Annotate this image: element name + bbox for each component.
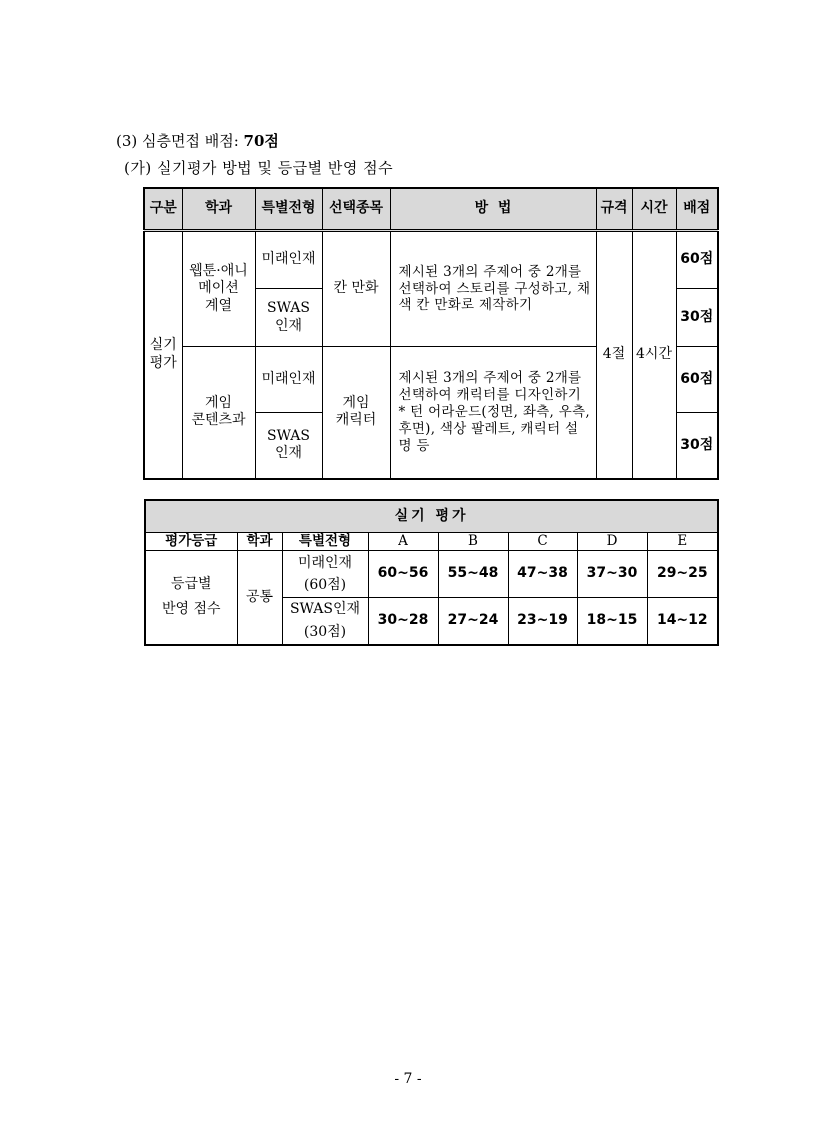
score-cell: 30점: [676, 413, 718, 479]
track-cell: SWAS인재 (30점): [282, 598, 368, 645]
table-title-row: [145, 500, 718, 533]
range-cell: 47~38: [508, 551, 577, 598]
dept-cell: 공통: [237, 551, 282, 645]
item-cell: 칸 만화: [322, 231, 390, 347]
header-cell: 시간: [632, 188, 676, 231]
row-label-cell: 등급별 반영 점수: [145, 551, 237, 645]
header-cell: 방 법: [390, 188, 596, 231]
track-cell: 미래인재: [255, 231, 322, 289]
size-cell: 4절: [596, 231, 632, 479]
section-subheading: (가) 실기평가 방법 및 등급별 반영 점수: [124, 159, 394, 177]
header-cell: 구분: [144, 188, 182, 231]
header-cell: 특별전형: [282, 533, 368, 551]
evaluation-method-table: [143, 187, 719, 480]
method-cell: 제시된 3개의 주제어 중 2개를 선택하여 캐릭터를 디자인하기 * 턴 어라운드(정면, 좌측, 우측, 후면), 색상 팔레트, 캐릭터 설명 등: [390, 347, 596, 479]
table-header-row: [144, 188, 718, 231]
header-cell: 평가등급: [145, 533, 237, 551]
range-cell: 30~28: [368, 598, 438, 645]
score-cell: 60점: [676, 231, 718, 289]
range-cell: 55~48: [438, 551, 508, 598]
time-cell: 4시간: [632, 231, 676, 479]
track-cell: SWAS 인재: [255, 289, 322, 347]
table-title: 실기 평가: [145, 500, 718, 533]
item-cell: 게임 캐릭터: [322, 347, 390, 479]
dept-cell: 게임 콘텐츠과: [182, 347, 255, 479]
dept-cell: 웹툰·애니 메이션 계열: [182, 231, 255, 347]
range-cell: 27~24: [438, 598, 508, 645]
method-cell: 제시된 3개의 주제어 중 2개를 선택하여 스토리를 구성하고, 채색 칸 만화로 제작하기: [390, 231, 596, 347]
header-cell: 학과: [237, 533, 282, 551]
track-cell: SWAS 인재: [255, 413, 322, 479]
grade-header-cell: B: [438, 533, 508, 551]
table-row: [144, 231, 718, 289]
grade-header-cell: E: [647, 533, 718, 551]
header-cell: 선택종목: [322, 188, 390, 231]
score-cell: 30점: [676, 289, 718, 347]
section-heading-value: 70점: [243, 132, 279, 150]
header-cell: 특별전형: [255, 188, 322, 231]
grade-score-table: [144, 499, 719, 646]
table-header-row: [145, 533, 718, 551]
section-heading: [116, 130, 279, 151]
header-cell: 학과: [182, 188, 255, 231]
grade-header-cell: C: [508, 533, 577, 551]
range-cell: 14~12: [647, 598, 718, 645]
page-number: - 7 -: [394, 1071, 422, 1087]
range-cell: 29~25: [647, 551, 718, 598]
range-cell: 18~15: [577, 598, 647, 645]
section-heading-prefix: (3) 심층면접 배점:: [116, 132, 244, 150]
track-cell: 미래인재 (60점): [282, 551, 368, 598]
range-cell: 60~56: [368, 551, 438, 598]
grade-header-cell: D: [577, 533, 647, 551]
header-cell: 배점: [676, 188, 718, 231]
score-cell: 60점: [676, 347, 718, 413]
range-cell: 23~19: [508, 598, 577, 645]
range-cell: 37~30: [577, 551, 647, 598]
track-cell: 미래인재: [255, 347, 322, 413]
grade-header-cell: A: [368, 533, 438, 551]
table-row: [145, 551, 718, 598]
category-cell: 실기 평가: [144, 231, 182, 479]
header-cell: 규격: [596, 188, 632, 231]
